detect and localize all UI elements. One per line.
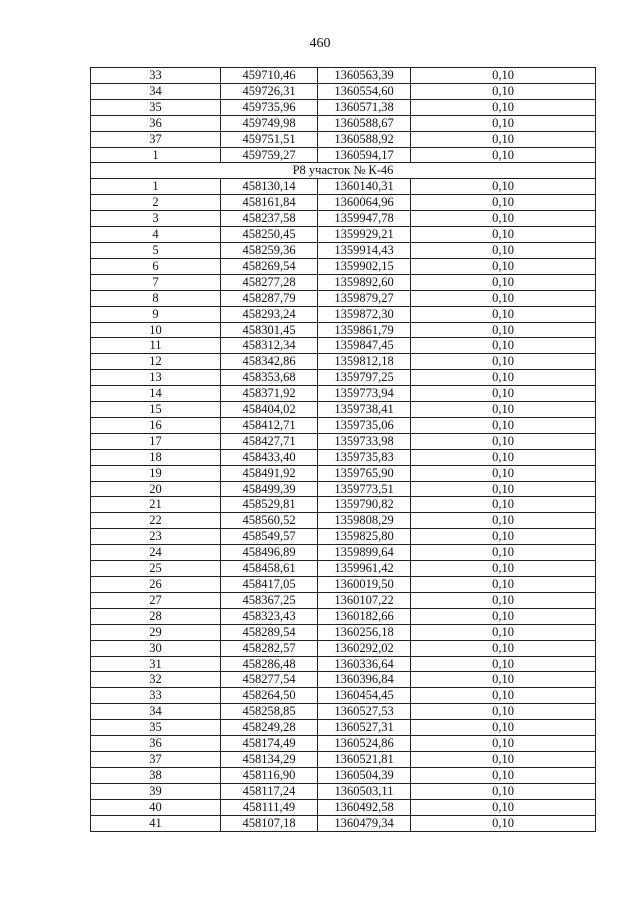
table-row [91, 370, 596, 386]
x-coordinate: 458237,58 [221, 211, 318, 227]
table-row [91, 624, 596, 640]
accuracy-value: 0,10 [411, 592, 596, 608]
x-coordinate: 458491,92 [221, 465, 318, 481]
accuracy-value: 0,10 [411, 767, 596, 783]
accuracy-value: 0,10 [411, 131, 596, 147]
y-coordinate: 1359773,94 [318, 386, 411, 402]
page-number: 460 [309, 36, 331, 51]
x-coordinate: 458458,61 [221, 561, 318, 577]
point-number: 19 [91, 465, 221, 481]
table-row [91, 417, 596, 433]
y-coordinate: 1359808,29 [318, 513, 411, 529]
y-coordinate: 1359929,21 [318, 227, 411, 243]
accuracy-value: 0,10 [411, 258, 596, 274]
x-coordinate: 458117,24 [221, 783, 318, 799]
y-coordinate: 1360571,38 [318, 99, 411, 115]
y-coordinate: 1359914,43 [318, 242, 411, 258]
y-coordinate: 1359899,64 [318, 545, 411, 561]
point-number: 30 [91, 640, 221, 656]
table-row [91, 290, 596, 306]
accuracy-value: 0,10 [411, 83, 596, 99]
table-row [91, 608, 596, 624]
x-coordinate: 458258,85 [221, 704, 318, 720]
table-row [91, 99, 596, 115]
y-coordinate: 1360588,67 [318, 115, 411, 131]
x-coordinate: 458249,28 [221, 720, 318, 736]
x-coordinate: 458269,54 [221, 258, 318, 274]
table-row [91, 83, 596, 99]
accuracy-value: 0,10 [411, 624, 596, 640]
accuracy-value: 0,10 [411, 640, 596, 656]
x-coordinate: 459710,46 [221, 68, 318, 84]
x-coordinate: 458549,57 [221, 529, 318, 545]
y-coordinate: 1360336,64 [318, 656, 411, 672]
point-number: 25 [91, 561, 221, 577]
x-coordinate: 458412,71 [221, 417, 318, 433]
x-coordinate: 458529,81 [221, 497, 318, 513]
table-row [91, 402, 596, 418]
table-row [91, 592, 596, 608]
point-number: 9 [91, 306, 221, 322]
x-coordinate: 458277,54 [221, 672, 318, 688]
y-coordinate: 1360479,34 [318, 815, 411, 831]
accuracy-value: 0,10 [411, 433, 596, 449]
x-coordinate: 459726,31 [221, 83, 318, 99]
table-row [91, 672, 596, 688]
table-row [91, 449, 596, 465]
table-row [91, 656, 596, 672]
x-coordinate: 458323,43 [221, 608, 318, 624]
y-coordinate: 1360019,50 [318, 577, 411, 593]
point-number: 41 [91, 815, 221, 831]
point-number: 33 [91, 68, 221, 84]
table-row [91, 274, 596, 290]
x-coordinate: 458282,57 [221, 640, 318, 656]
y-coordinate: 1359773,51 [318, 481, 411, 497]
table-row [91, 736, 596, 752]
x-coordinate: 458496,89 [221, 545, 318, 561]
x-coordinate: 459751,51 [221, 131, 318, 147]
x-coordinate: 458116,90 [221, 767, 318, 783]
table-row [91, 465, 596, 481]
point-number: 21 [91, 497, 221, 513]
point-number: 16 [91, 417, 221, 433]
y-coordinate: 1360182,66 [318, 608, 411, 624]
accuracy-value: 0,10 [411, 799, 596, 815]
accuracy-value: 0,10 [411, 115, 596, 131]
accuracy-value: 0,10 [411, 704, 596, 720]
accuracy-value: 0,10 [411, 68, 596, 84]
y-coordinate: 1360521,81 [318, 751, 411, 767]
table-row [91, 704, 596, 720]
y-coordinate: 1360524,86 [318, 736, 411, 752]
point-number: 14 [91, 386, 221, 402]
point-number: 8 [91, 290, 221, 306]
accuracy-value: 0,10 [411, 322, 596, 338]
table-row [91, 115, 596, 131]
table-row [91, 131, 596, 147]
accuracy-value: 0,10 [411, 306, 596, 322]
x-coordinate: 458286,48 [221, 656, 318, 672]
point-number: 32 [91, 672, 221, 688]
table-row [91, 68, 596, 84]
y-coordinate: 1360492,58 [318, 799, 411, 815]
x-coordinate: 458371,92 [221, 386, 318, 402]
x-coordinate: 458130,14 [221, 179, 318, 195]
point-number: 28 [91, 608, 221, 624]
coordinates-table [90, 67, 596, 832]
accuracy-value: 0,10 [411, 736, 596, 752]
y-coordinate: 1359861,79 [318, 322, 411, 338]
x-coordinate: 458293,24 [221, 306, 318, 322]
table-row [91, 179, 596, 195]
x-coordinate: 459759,27 [221, 147, 318, 163]
point-number: 38 [91, 767, 221, 783]
accuracy-value: 0,10 [411, 497, 596, 513]
table-row [91, 354, 596, 370]
point-number: 35 [91, 720, 221, 736]
x-coordinate: 458404,02 [221, 402, 318, 418]
accuracy-value: 0,10 [411, 513, 596, 529]
x-coordinate: 458499,39 [221, 481, 318, 497]
accuracy-value: 0,10 [411, 577, 596, 593]
accuracy-value: 0,10 [411, 720, 596, 736]
section-title: Р8 участок № К-46 [91, 163, 596, 179]
y-coordinate: 1360396,84 [318, 672, 411, 688]
point-number: 1 [91, 179, 221, 195]
point-number: 36 [91, 736, 221, 752]
accuracy-value: 0,10 [411, 274, 596, 290]
accuracy-value: 0,10 [411, 529, 596, 545]
point-number: 22 [91, 513, 221, 529]
x-coordinate: 458287,79 [221, 290, 318, 306]
y-coordinate: 1360527,31 [318, 720, 411, 736]
y-coordinate: 1359738,41 [318, 402, 411, 418]
y-coordinate: 1359735,83 [318, 449, 411, 465]
point-number: 18 [91, 449, 221, 465]
y-coordinate: 1360588,92 [318, 131, 411, 147]
point-number: 36 [91, 115, 221, 131]
point-number: 26 [91, 577, 221, 593]
accuracy-value: 0,10 [411, 370, 596, 386]
x-coordinate: 458259,36 [221, 242, 318, 258]
y-coordinate: 1359735,06 [318, 417, 411, 433]
y-coordinate: 1360594,17 [318, 147, 411, 163]
point-number: 29 [91, 624, 221, 640]
y-coordinate: 1359872,30 [318, 306, 411, 322]
x-coordinate: 458289,54 [221, 624, 318, 640]
y-coordinate: 1359733,98 [318, 433, 411, 449]
table-row [91, 433, 596, 449]
y-coordinate: 1360107,22 [318, 592, 411, 608]
y-coordinate: 1359790,82 [318, 497, 411, 513]
accuracy-value: 0,10 [411, 290, 596, 306]
table-row [91, 720, 596, 736]
x-coordinate: 458312,34 [221, 338, 318, 354]
accuracy-value: 0,10 [411, 227, 596, 243]
accuracy-value: 0,10 [411, 672, 596, 688]
table-row [91, 195, 596, 211]
x-coordinate: 458560,52 [221, 513, 318, 529]
x-coordinate: 458174,49 [221, 736, 318, 752]
accuracy-value: 0,10 [411, 783, 596, 799]
table-row [91, 767, 596, 783]
table-row [91, 338, 596, 354]
table-row [91, 322, 596, 338]
table-row [91, 783, 596, 799]
rows-after [91, 179, 596, 831]
accuracy-value: 0,10 [411, 561, 596, 577]
y-coordinate: 1359947,78 [318, 211, 411, 227]
y-coordinate: 1359961,42 [318, 561, 411, 577]
accuracy-value: 0,10 [411, 179, 596, 195]
table-row [91, 799, 596, 815]
point-number: 11 [91, 338, 221, 354]
point-number: 4 [91, 227, 221, 243]
x-coordinate: 459749,98 [221, 115, 318, 131]
point-number: 17 [91, 433, 221, 449]
accuracy-value: 0,10 [411, 386, 596, 402]
x-coordinate: 458301,45 [221, 322, 318, 338]
accuracy-value: 0,10 [411, 195, 596, 211]
y-coordinate: 1359892,60 [318, 274, 411, 290]
point-number: 5 [91, 242, 221, 258]
point-number: 37 [91, 131, 221, 147]
y-coordinate: 1360292,02 [318, 640, 411, 656]
table-row [91, 529, 596, 545]
point-number: 23 [91, 529, 221, 545]
point-number: 13 [91, 370, 221, 386]
x-coordinate: 458161,84 [221, 195, 318, 211]
x-coordinate: 458342,86 [221, 354, 318, 370]
point-number: 37 [91, 751, 221, 767]
table-row [91, 688, 596, 704]
accuracy-value: 0,10 [411, 608, 596, 624]
accuracy-value: 0,10 [411, 147, 596, 163]
accuracy-value: 0,10 [411, 465, 596, 481]
table-row [91, 640, 596, 656]
x-coordinate: 458134,29 [221, 751, 318, 767]
x-coordinate: 458107,18 [221, 815, 318, 831]
x-coordinate: 458250,45 [221, 227, 318, 243]
point-number: 2 [91, 195, 221, 211]
table-row [91, 227, 596, 243]
table-row [91, 751, 596, 767]
table-row [91, 211, 596, 227]
accuracy-value: 0,10 [411, 751, 596, 767]
point-number: 31 [91, 656, 221, 672]
y-coordinate: 1360140,31 [318, 179, 411, 195]
y-coordinate: 1360527,53 [318, 704, 411, 720]
point-number: 12 [91, 354, 221, 370]
accuracy-value: 0,10 [411, 815, 596, 831]
point-number: 33 [91, 688, 221, 704]
point-number: 10 [91, 322, 221, 338]
table-row [91, 497, 596, 513]
accuracy-value: 0,10 [411, 99, 596, 115]
point-number: 27 [91, 592, 221, 608]
y-coordinate: 1359765,90 [318, 465, 411, 481]
point-number: 20 [91, 481, 221, 497]
y-coordinate: 1359812,18 [318, 354, 411, 370]
table-row [91, 815, 596, 831]
accuracy-value: 0,10 [411, 211, 596, 227]
y-coordinate: 1360064,96 [318, 195, 411, 211]
accuracy-value: 0,10 [411, 656, 596, 672]
table-row [91, 561, 596, 577]
accuracy-value: 0,10 [411, 688, 596, 704]
x-coordinate: 458367,25 [221, 592, 318, 608]
y-coordinate: 1360503,11 [318, 783, 411, 799]
point-number: 34 [91, 83, 221, 99]
point-number: 1 [91, 147, 221, 163]
table-row [91, 481, 596, 497]
y-coordinate: 1359847,45 [318, 338, 411, 354]
point-number: 34 [91, 704, 221, 720]
rows-before [91, 68, 596, 163]
section-header [91, 163, 596, 179]
x-coordinate: 458427,71 [221, 433, 318, 449]
point-number: 40 [91, 799, 221, 815]
y-coordinate: 1360454,45 [318, 688, 411, 704]
accuracy-value: 0,10 [411, 449, 596, 465]
x-coordinate: 458433,40 [221, 449, 318, 465]
table-row [91, 258, 596, 274]
y-coordinate: 1359825,80 [318, 529, 411, 545]
point-number: 39 [91, 783, 221, 799]
table-row [91, 386, 596, 402]
accuracy-value: 0,10 [411, 338, 596, 354]
x-coordinate: 458111,49 [221, 799, 318, 815]
x-coordinate: 459735,96 [221, 99, 318, 115]
y-coordinate: 1359902,15 [318, 258, 411, 274]
y-coordinate: 1359797,25 [318, 370, 411, 386]
y-coordinate: 1359879,27 [318, 290, 411, 306]
table-row [91, 545, 596, 561]
accuracy-value: 0,10 [411, 242, 596, 258]
accuracy-value: 0,10 [411, 402, 596, 418]
table-row [91, 147, 596, 163]
accuracy-value: 0,10 [411, 545, 596, 561]
table-row [91, 577, 596, 593]
point-number: 15 [91, 402, 221, 418]
x-coordinate: 458417,05 [221, 577, 318, 593]
point-number: 24 [91, 545, 221, 561]
x-coordinate: 458353,68 [221, 370, 318, 386]
accuracy-value: 0,10 [411, 417, 596, 433]
table-row [91, 513, 596, 529]
y-coordinate: 1360504,39 [318, 767, 411, 783]
y-coordinate: 1360554,60 [318, 83, 411, 99]
point-number: 6 [91, 258, 221, 274]
y-coordinate: 1360563,39 [318, 68, 411, 84]
table-row [91, 306, 596, 322]
point-number: 7 [91, 274, 221, 290]
table-row [91, 242, 596, 258]
accuracy-value: 0,10 [411, 481, 596, 497]
x-coordinate: 458277,28 [221, 274, 318, 290]
x-coordinate: 458264,50 [221, 688, 318, 704]
section-row [91, 163, 596, 179]
point-number: 3 [91, 211, 221, 227]
y-coordinate: 1360256,18 [318, 624, 411, 640]
point-number: 35 [91, 99, 221, 115]
accuracy-value: 0,10 [411, 354, 596, 370]
